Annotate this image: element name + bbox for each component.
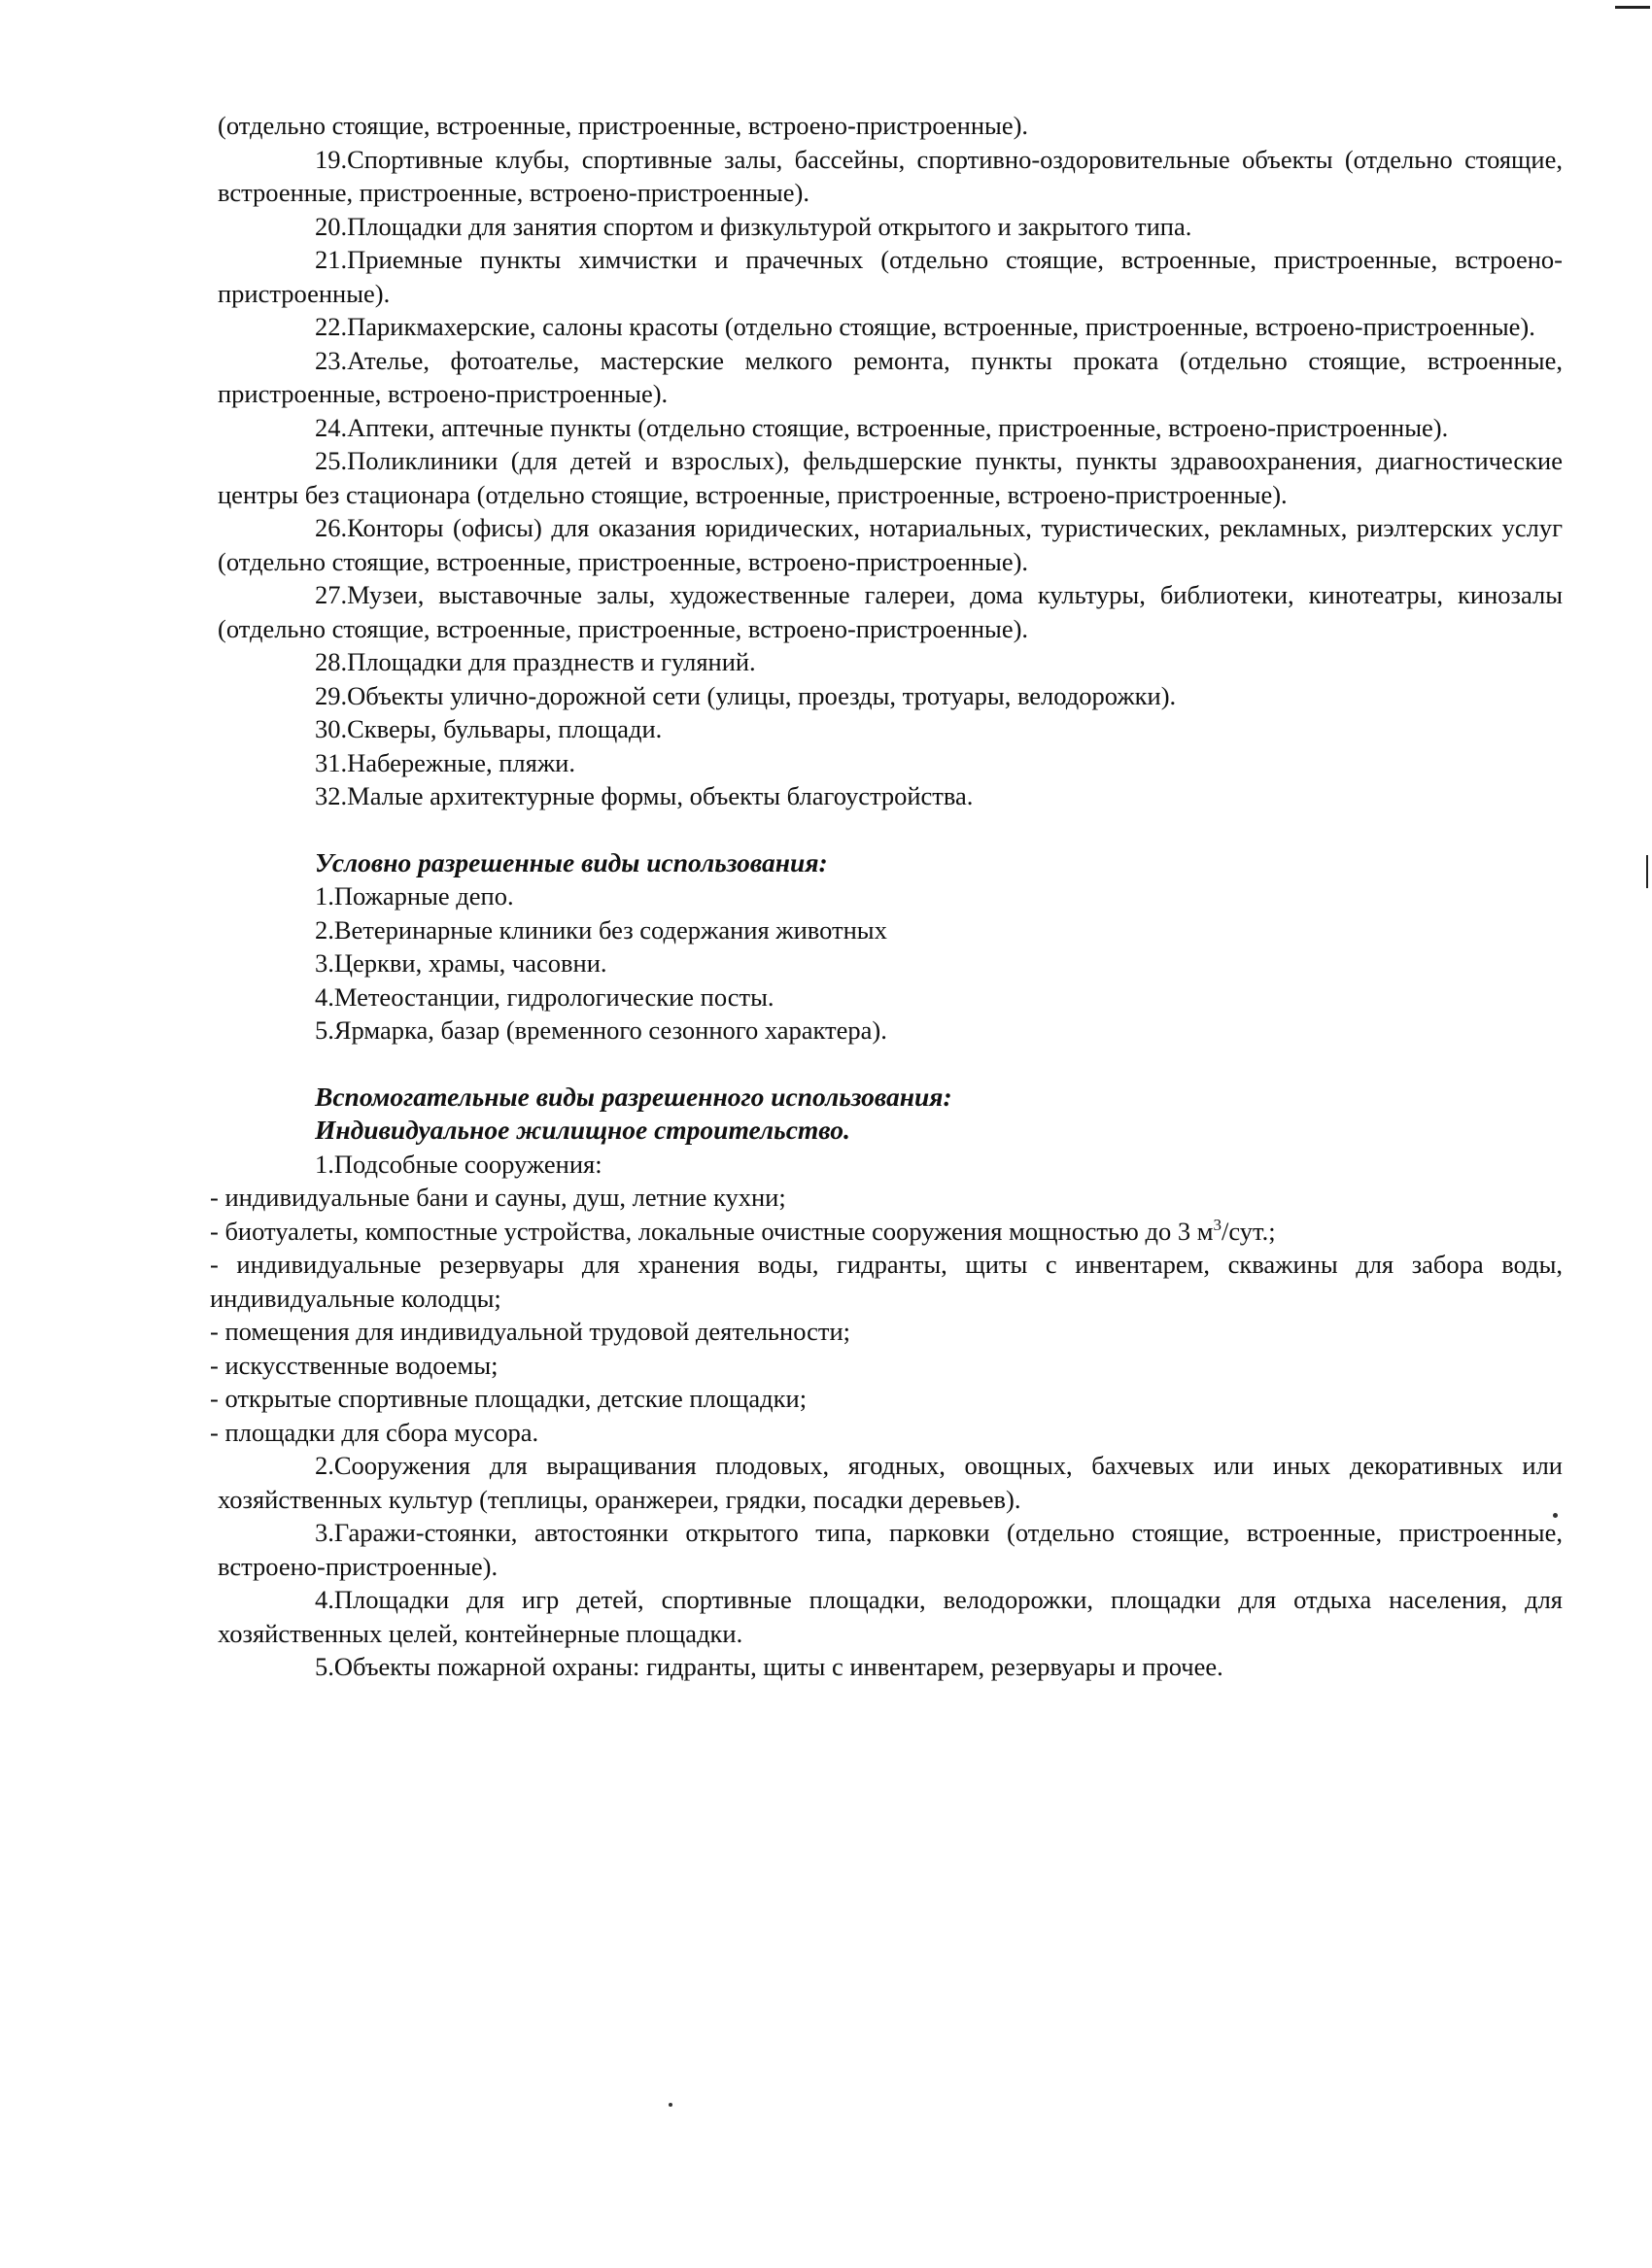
list-item: 28.Площадки для празднеств и гуляний. — [315, 647, 756, 676]
list-item: 1.Пожарные депо. — [315, 881, 514, 911]
dash-item — [210, 1215, 1563, 1249]
list-item: 25.Поликлиники (для детей и взрослых), фельдшерские пункты, пункты здравоохранения, диагностические центры без стационара (отдельно стоящие, встроенные, пристроенные, встроено-пристроенные). — [218, 446, 1563, 509]
dash-item: - открытые спортивные площадки, детские площадки; — [210, 1384, 808, 1413]
continuation-line: (отдельно стоящие, встроенные, пристроенные, встроено-пристроенные). — [218, 111, 1029, 140]
scan-edge-mark — [1615, 6, 1650, 9]
list-item: 4.Площадки для игр детей, спортивные площадки, велодорожки, площадки для отдыха населения, для хозяйственных целей, контейнерные площадки. — [218, 1585, 1563, 1648]
list-item: 26.Конторы (офисы) для оказания юридических, нотариальных, туристических, рекламных, риэлтерских услуг (отдельно стоящие, встроенные, пристроенные, встроено-пристроенные). — [218, 513, 1563, 576]
list-item: 23.Ателье, фотоателье, мастерские мелкого ремонта, пункты проката (отдельно стоящие, встроенные, пристроенные, встроено-пристроенные). — [218, 345, 1563, 408]
scan-speck — [669, 2103, 672, 2107]
dash-item: - помещения для индивидуальной трудовой деятельности; — [210, 1317, 850, 1346]
list-item: 27.Музеи, выставочные залы, художественные галереи, дома культуры, библиотеки, кинотеатры, кинозалы (отдельно стоящие, встроенные, пристроенные, встроено-пристроенные). — [218, 580, 1563, 643]
section-gap — [218, 1048, 1563, 1081]
dash-item: - индивидуальные бани и сауны, душ, летние кухни; — [210, 1183, 786, 1212]
list-item: 22.Парикмахерские, салоны красоты (отдельно стоящие, встроенные, пристроенные, встроено-пристроенные). — [315, 312, 1535, 341]
list-item: 1.Подсобные сооружения: — [315, 1149, 602, 1179]
list-item: 5.Объекты пожарной охраны: гидранты, щиты с инвентарем, резервуары и прочее. — [315, 1652, 1223, 1681]
list-item: 2.Сооружения для выращивания плодовых, ягодных, овощных, бахчевых или иных декоративных или хозяйственных культур (теплицы, оранжереи, грядки, посадки деревьев). — [218, 1451, 1563, 1514]
auxiliary-use-subheading: Индивидуальное жилищное строительство. — [315, 1115, 850, 1145]
dash-item-tail: /сут.; — [1221, 1216, 1276, 1246]
conditional-use-heading: Условно разрешенные виды использования: — [315, 846, 828, 877]
list-item: 24.Аптеки, аптечные пункты (отдельно стоящие, встроенные, пристроенные, встроено-пристроенные). — [315, 412, 1449, 442]
auxiliary-use-heading: Вспомогательные виды разрешенного использования: — [315, 1081, 952, 1112]
list-item: 19.Спортивные клубы, спортивные залы, бассейны, спортивно-оздоровительные объекты (отдельно стоящие, встроенные, пристроенные, встроено-пристроенные). — [218, 144, 1563, 207]
list-item: 31.Набережные, пляжи. — [315, 747, 575, 777]
list-item: 30.Скверы, бульвары, площади. — [315, 714, 663, 743]
dash-item: - площадки для сбора мусора. — [210, 1417, 539, 1447]
document-body — [210, 109, 1563, 1684]
list-item: 2.Ветеринарные клиники без содержания животных — [315, 914, 887, 945]
section-gap — [218, 813, 1563, 846]
list-item: 20.Площадки для занятия спортом и физкультурой открытого и закрытого типа. — [315, 211, 1192, 241]
list-item: 3.Церкви, храмы, часовни. — [315, 948, 607, 978]
list-item: 3.Гаражи-стоянки, автостоянки открытого типа, парковки (отдельно стоящие, встроенные, пристроенные, встроено-пристроенные). — [218, 1518, 1563, 1581]
list-item: 4.Метеостанции, гидрологические посты. — [315, 981, 774, 1012]
list-item: 5.Ярмарка, базар (временного сезонного характера). — [315, 1015, 887, 1045]
scan-edge-mark — [1646, 855, 1648, 888]
list-item: 32.Малые архитектурные формы, объекты благоустройства. — [315, 781, 974, 810]
dash-item: - искусственные водоемы; — [210, 1350, 499, 1380]
superscript: 3 — [1213, 1215, 1222, 1234]
list-item: 21.Приемные пункты химчистки и прачечных (отдельно стоящие, встроенные, пристроенные, встроено-пристроенные). — [218, 245, 1563, 308]
dash-item: - индивидуальные резервуары для хранения воды, гидранты, щиты с инвентарем, скважины для забора воды, индивидуальные колодцы; — [210, 1250, 1563, 1313]
dash-item-text: - биотуалеты, компостные устройства, локальные очистные сооружения мощностью до 3 м — [210, 1216, 1214, 1246]
list-item: 29.Объекты улично-дорожной сети (улицы, проезды, тротуары, велодорожки). — [315, 680, 1177, 710]
